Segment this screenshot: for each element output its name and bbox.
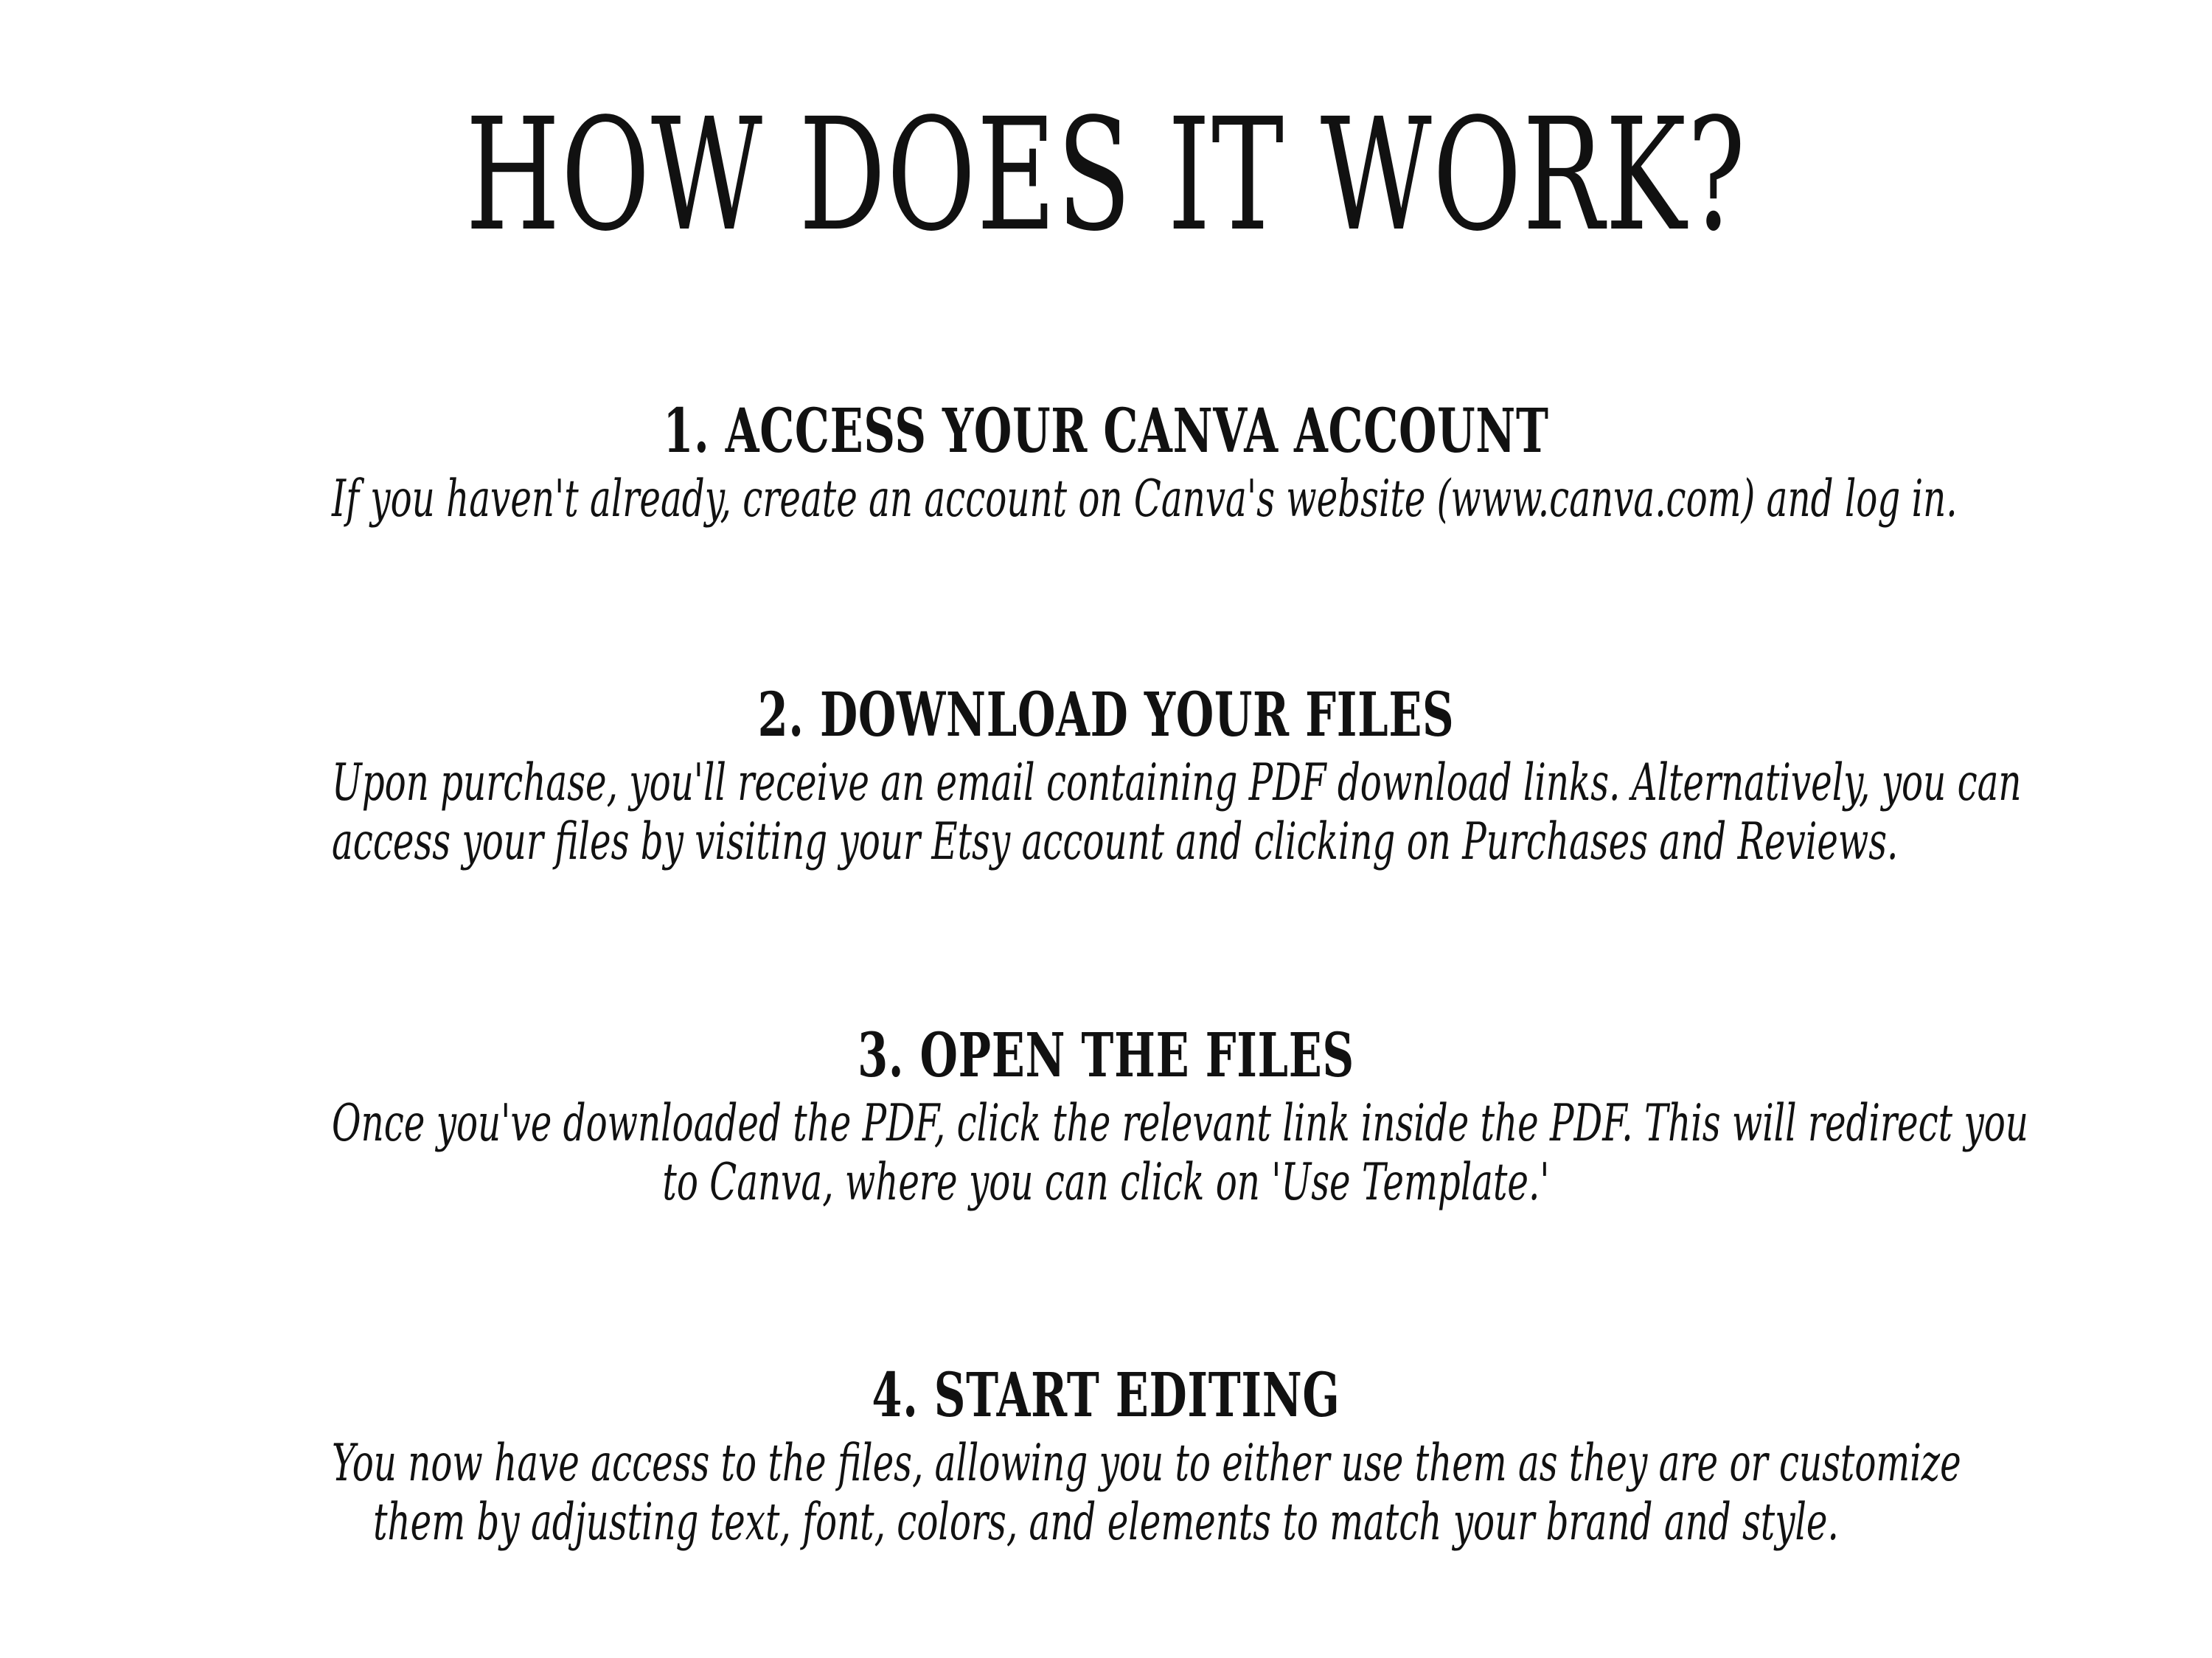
step-1-description-line-1: If you haven't already, create an account on Canva's website (www.canva.com) and log in. (332, 470, 1958, 529)
step-4-description-line-1: You now have access to the files, allowing you to either use them as they are or customize (332, 1434, 1961, 1493)
step-1-description (332, 470, 1958, 529)
step-2 (0, 678, 2212, 871)
step-4-description-line-2: them by adjusting text, font, colors, and elements to match your brand and style. (373, 1493, 1839, 1552)
step-1-heading: 1. ACCESS YOUR CANVA ACCOUNT (663, 396, 1549, 467)
step-3 (0, 1019, 2212, 1212)
step-2-heading: 2. DOWNLOAD YOUR FILES (757, 680, 1455, 750)
page-title: HOW DOES IT WORK? (465, 85, 1747, 265)
step-4-description (332, 1434, 1961, 1552)
step-4-heading: 4. START EDITING (872, 1360, 1340, 1431)
step-2-description-line-1: Upon purchase, you'll receive an email containing PDF download links. Alternatively, you can (332, 753, 2022, 812)
step-2-description-line-2: access your files by visiting your Etsy account and clicking on Purchases and Reviews. (332, 812, 1899, 871)
step-3-heading: 3. OPEN THE FILES (858, 1020, 1354, 1091)
step-2-description (332, 753, 2022, 871)
step-3-description (332, 1094, 2028, 1212)
step-3-description-line-1: Once you've downloaded the PDF, click the relevant link inside the PDF. This will redirect you (332, 1094, 2028, 1153)
step-3-description-line-2: to Canva, where you can click on 'Use Template.' (662, 1153, 1550, 1212)
step-4 (0, 1359, 2212, 1552)
step-1 (0, 394, 2212, 529)
